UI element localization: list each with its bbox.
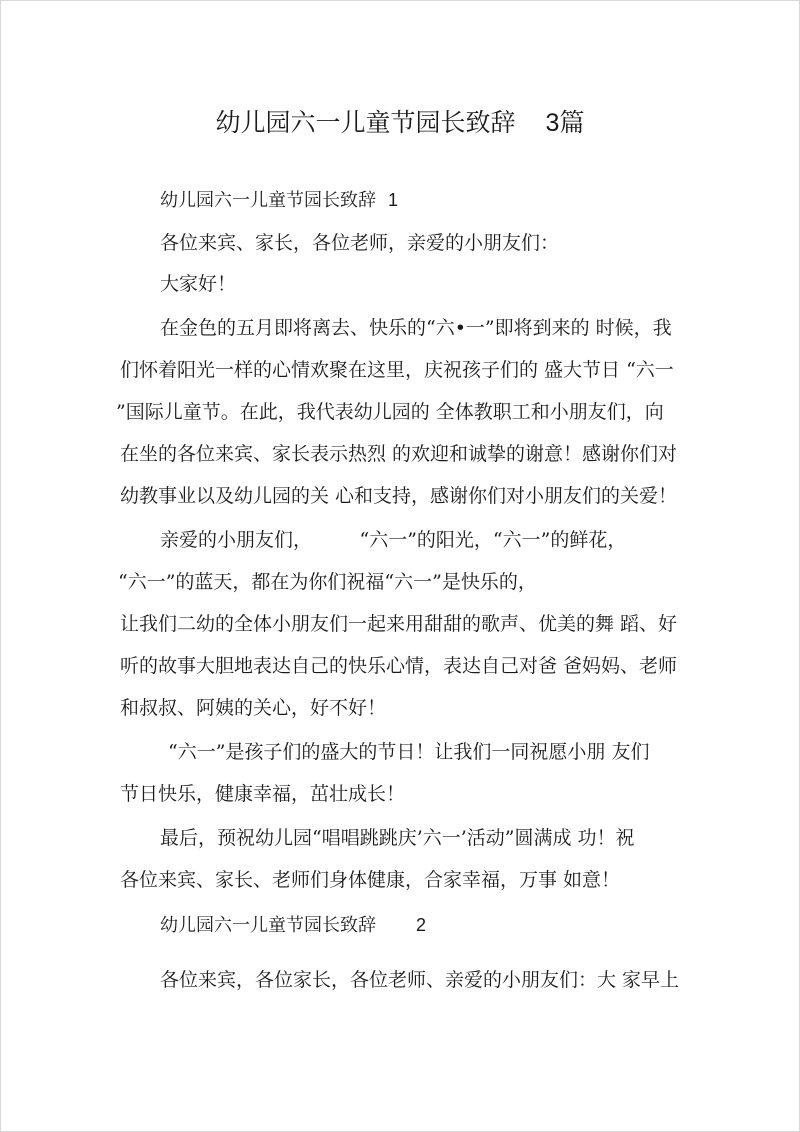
section-1-heading (160, 188, 398, 213)
greeting-line: 大家好！ (160, 273, 237, 295)
paragraph-line: 在坐的各位来宾、家长表示热烈 的欢迎和诚挚的谢意！感谢你们对 (120, 443, 678, 465)
paragraph-line: 在金色的五月即将离去、快乐的“六•一”即将到来的 时候，我 (160, 317, 672, 339)
title-main: 幼儿园六一儿童节园长致辞 (215, 108, 516, 137)
title-count: 3篇 (545, 109, 585, 137)
paragraph-line: 各位来宾，各位家长，各位老师、亲爱的小朋友们：大 家早上 (160, 969, 680, 991)
paragraph-line: 和叔叔、阿姨的关心，好不好！ (120, 697, 387, 719)
paragraph-line: 们怀着阳光一样的心情欢聚在这里，庆祝孩子们的 盛大节日 “六一 (120, 359, 674, 381)
section-1-number: 1 (388, 190, 399, 210)
paragraph-line: “六一”的蓝天，都在为你们祝福“六一”是快乐的， (118, 571, 537, 593)
salutation-line: 各位来宾、家长，各位老师，亲爱的小朋友们： (160, 232, 560, 254)
paragraph-line: 节日快乐，健康幸福，茁壮成长！ (120, 783, 406, 805)
paragraph-line: “六一”是孩子们的盛大的节日！让我们一同祝愿小朋 友们 (168, 741, 650, 763)
paragraph-line: 幼教事业以及幼儿园的关 心和支持，感谢你们对小朋友们的关爱！ (120, 485, 678, 507)
paragraph-line: 各位来宾、家长、老师们身体健康，合家幸福，万事 如意！ (120, 869, 621, 891)
section-2-heading-text: 幼儿园六一儿童节园长致辞 (160, 915, 376, 936)
paragraph-line: ”国际儿童节。在此，我代表幼儿园的 全体教职工和小朋友们，向 (116, 401, 664, 423)
section-2-number: 2 (416, 915, 427, 935)
document-title (0, 107, 800, 139)
paragraph-line: 让我们二幼的全体小朋友们一起来用甜甜的歌声、优美的舞 蹈、好 (120, 613, 678, 635)
paragraph-line: 听的故事大胆地表达自己的快乐心情，表达自己对爸 爸妈妈、老师 (120, 655, 678, 677)
paragraph-line: 亲爱的小朋友们， “六一”的阳光，“六一”的鲜花， (160, 529, 627, 551)
section-2-heading (160, 913, 426, 938)
paragraph-line: 最后，预祝幼儿园“唱唱跳跳庆’六一’活动”圆满成 功！祝 (160, 827, 635, 849)
section-1-heading-text: 幼儿园六一儿童节园长致辞 (160, 190, 376, 211)
